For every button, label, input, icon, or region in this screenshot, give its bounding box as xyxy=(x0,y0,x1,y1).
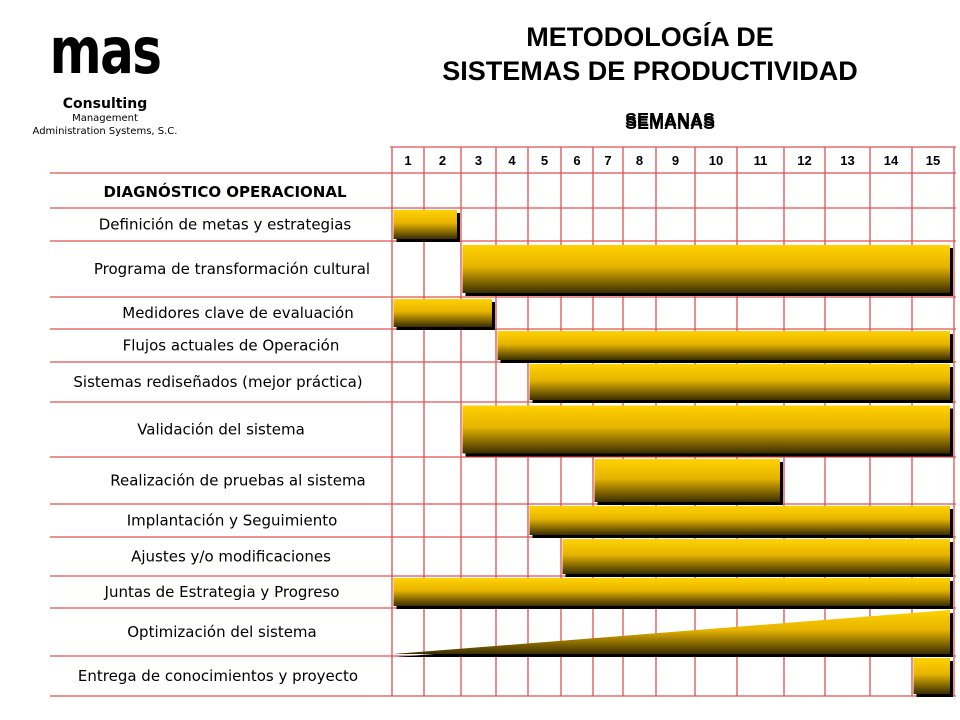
page-title-line-2: SISTEMAS DE PRODUCTIVIDAD xyxy=(442,56,858,86)
section-heading: DIAGNÓSTICO OPERACIONAL xyxy=(103,183,347,201)
task-label: Implantación y Seguimiento xyxy=(126,511,338,530)
weeks-title: SEMANAS xyxy=(624,113,715,133)
task-bar xyxy=(530,506,951,535)
logo-consulting: Consulting xyxy=(62,96,148,112)
task-bar xyxy=(463,245,951,293)
task-label: Flujos actuales de Operación xyxy=(122,336,340,355)
task-bar xyxy=(394,610,951,654)
task-label: Programa de transformación cultural xyxy=(93,260,371,278)
week-number: 11 xyxy=(753,153,768,168)
task-label: Entrega de conocimientos y proyecto xyxy=(77,667,359,685)
task-bar xyxy=(914,658,951,694)
task-bar xyxy=(498,331,951,360)
task-label: Sistemas rediseñados (mejor práctica) xyxy=(73,373,363,391)
week-number: 9 xyxy=(671,153,680,168)
task-label: Ajustes y/o modificaciones xyxy=(131,547,331,566)
task-label: Optimización del sistema xyxy=(127,623,317,641)
week-number: 4 xyxy=(508,153,516,168)
week-number: 2 xyxy=(438,153,447,168)
task-bar xyxy=(595,459,781,502)
week-number: 7 xyxy=(604,153,612,168)
week-number: 10 xyxy=(708,153,724,168)
week-number: 1 xyxy=(404,153,412,168)
logo-subtitle-1: Management xyxy=(72,113,138,124)
logo-mark: mas xyxy=(49,15,161,89)
task-label: Juntas de Estrategia y Progreso xyxy=(104,583,340,601)
task-label: Medidores clave de evaluación xyxy=(122,304,354,322)
week-number: 6 xyxy=(573,153,581,168)
task-bar xyxy=(394,578,951,606)
task-label: Validación del sistema xyxy=(137,420,305,439)
week-number: 5 xyxy=(540,153,549,168)
task-label: Definición de metas y estrategias xyxy=(98,215,352,234)
week-number: 12 xyxy=(797,153,812,168)
task-bar xyxy=(394,299,493,327)
task-bar xyxy=(563,539,951,574)
task-label: Realización de pruebas al sistema xyxy=(110,471,366,490)
week-number: 14 xyxy=(883,153,899,168)
page-title-line-1: METODOLOGÍA DE xyxy=(526,22,774,52)
week-number: 15 xyxy=(925,153,941,168)
logo-subtitle-2: Administration Systems, S.C. xyxy=(32,126,178,137)
week-number: 8 xyxy=(635,153,644,168)
task-bar xyxy=(530,364,951,400)
task-bar xyxy=(463,406,951,454)
week-number: 3 xyxy=(474,153,483,168)
task-bar xyxy=(394,210,458,239)
bar-layer xyxy=(394,210,954,697)
week-number: 13 xyxy=(840,153,855,168)
